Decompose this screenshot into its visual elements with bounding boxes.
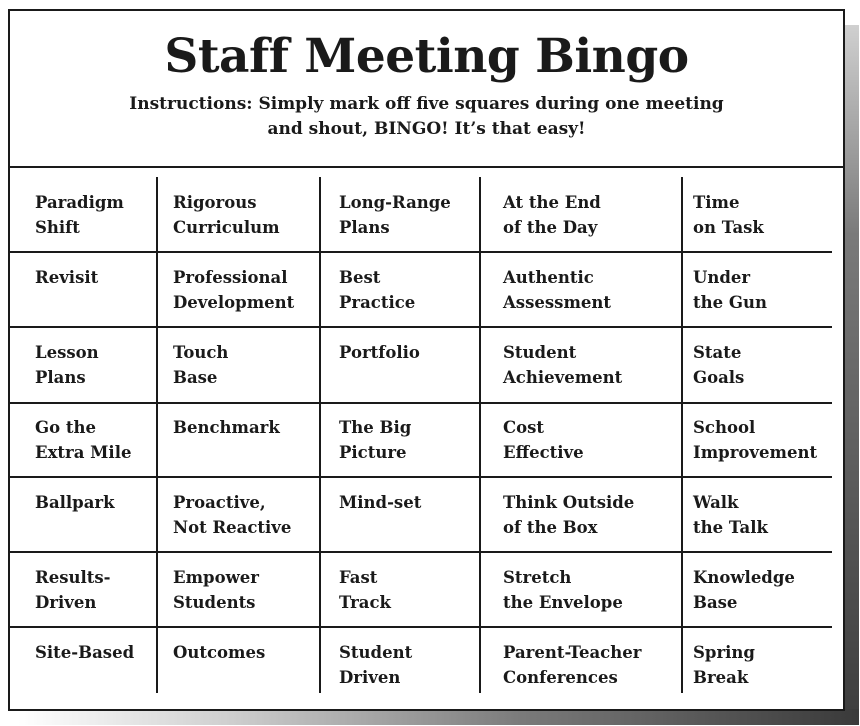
bingo-square[interactable]: Student Driven — [339, 643, 413, 687]
bingo-square[interactable]: Touch Base — [173, 343, 229, 387]
instructions-line-1: Instructions: Simply mark off five squares during one meeting — [129, 94, 724, 114]
bingo-square[interactable]: Portfolio — [339, 343, 420, 362]
bingo-square[interactable]: Ballpark — [35, 493, 115, 512]
bingo-square[interactable]: Outcomes — [173, 643, 266, 662]
instructions — [10, 92, 843, 142]
grid-divider-horizontal — [10, 326, 832, 328]
grid-divider-horizontal — [10, 626, 832, 628]
bingo-square[interactable]: School Improvement — [693, 418, 818, 462]
bingo-square[interactable]: Parent-Teacher Conferences — [503, 643, 642, 687]
grid-divider-vertical — [319, 177, 321, 693]
bingo-square[interactable]: Rigorous Curriculum — [173, 193, 280, 237]
bingo-grid — [10, 177, 843, 707]
drop-shadow-right — [843, 25, 859, 725]
bingo-square[interactable]: The Big Picture — [339, 418, 412, 462]
bingo-square[interactable]: Spring Break — [693, 643, 755, 687]
bingo-square[interactable]: Revisit — [35, 268, 99, 287]
bingo-square[interactable]: Authentic Assessment — [503, 268, 612, 312]
bingo-square[interactable]: Under the Gun — [693, 268, 767, 312]
bingo-square[interactable]: Empower Students — [173, 568, 259, 612]
page-title: Staff Meeting Bingo — [164, 29, 689, 84]
grid-divider-vertical — [681, 177, 683, 693]
bingo-square[interactable]: Fast Track — [339, 568, 391, 612]
bingo-square[interactable]: Long-Range Plans — [339, 193, 451, 237]
bingo-square[interactable]: Lesson Plans — [35, 343, 99, 387]
bingo-square[interactable]: Best Practice — [339, 268, 416, 312]
bingo-square[interactable]: Proactive, Not Reactive — [173, 493, 292, 537]
grid-divider-horizontal — [10, 551, 832, 553]
bingo-square[interactable]: Student Achievement — [503, 343, 623, 387]
bingo-square[interactable]: Paradigm Shift — [35, 193, 124, 237]
bingo-square[interactable]: Professional Development — [173, 268, 295, 312]
grid-divider-horizontal — [10, 251, 832, 253]
bingo-card — [8, 9, 845, 711]
grid-divider-vertical — [156, 177, 158, 693]
bingo-square[interactable]: Mind-set — [339, 493, 422, 512]
bingo-square[interactable]: Knowledge Base — [693, 568, 795, 612]
bingo-square[interactable]: Go the Extra Mile — [35, 418, 132, 462]
grid-divider-horizontal — [10, 476, 832, 478]
bingo-square[interactable]: At the End of the Day — [503, 193, 601, 237]
bingo-square[interactable]: Time on Task — [693, 193, 764, 237]
card-header — [10, 11, 843, 168]
instructions-line-2: and shout, BINGO! It’s that easy! — [267, 119, 586, 139]
bingo-square[interactable]: State Goals — [693, 343, 745, 387]
drop-shadow-bottom — [18, 709, 859, 725]
bingo-square[interactable]: Benchmark — [173, 418, 280, 437]
bingo-square[interactable]: Think Outside of the Box — [503, 493, 635, 537]
grid-divider-horizontal — [10, 402, 832, 404]
grid-divider-vertical — [479, 177, 481, 693]
bingo-square[interactable]: Cost Effective — [503, 418, 584, 462]
bingo-square[interactable]: Results- Driven — [35, 568, 111, 612]
bingo-square[interactable]: Site-Based — [35, 643, 135, 662]
bingo-square[interactable]: Stretch the Envelope — [503, 568, 623, 612]
bingo-square[interactable]: Walk the Talk — [693, 493, 768, 537]
